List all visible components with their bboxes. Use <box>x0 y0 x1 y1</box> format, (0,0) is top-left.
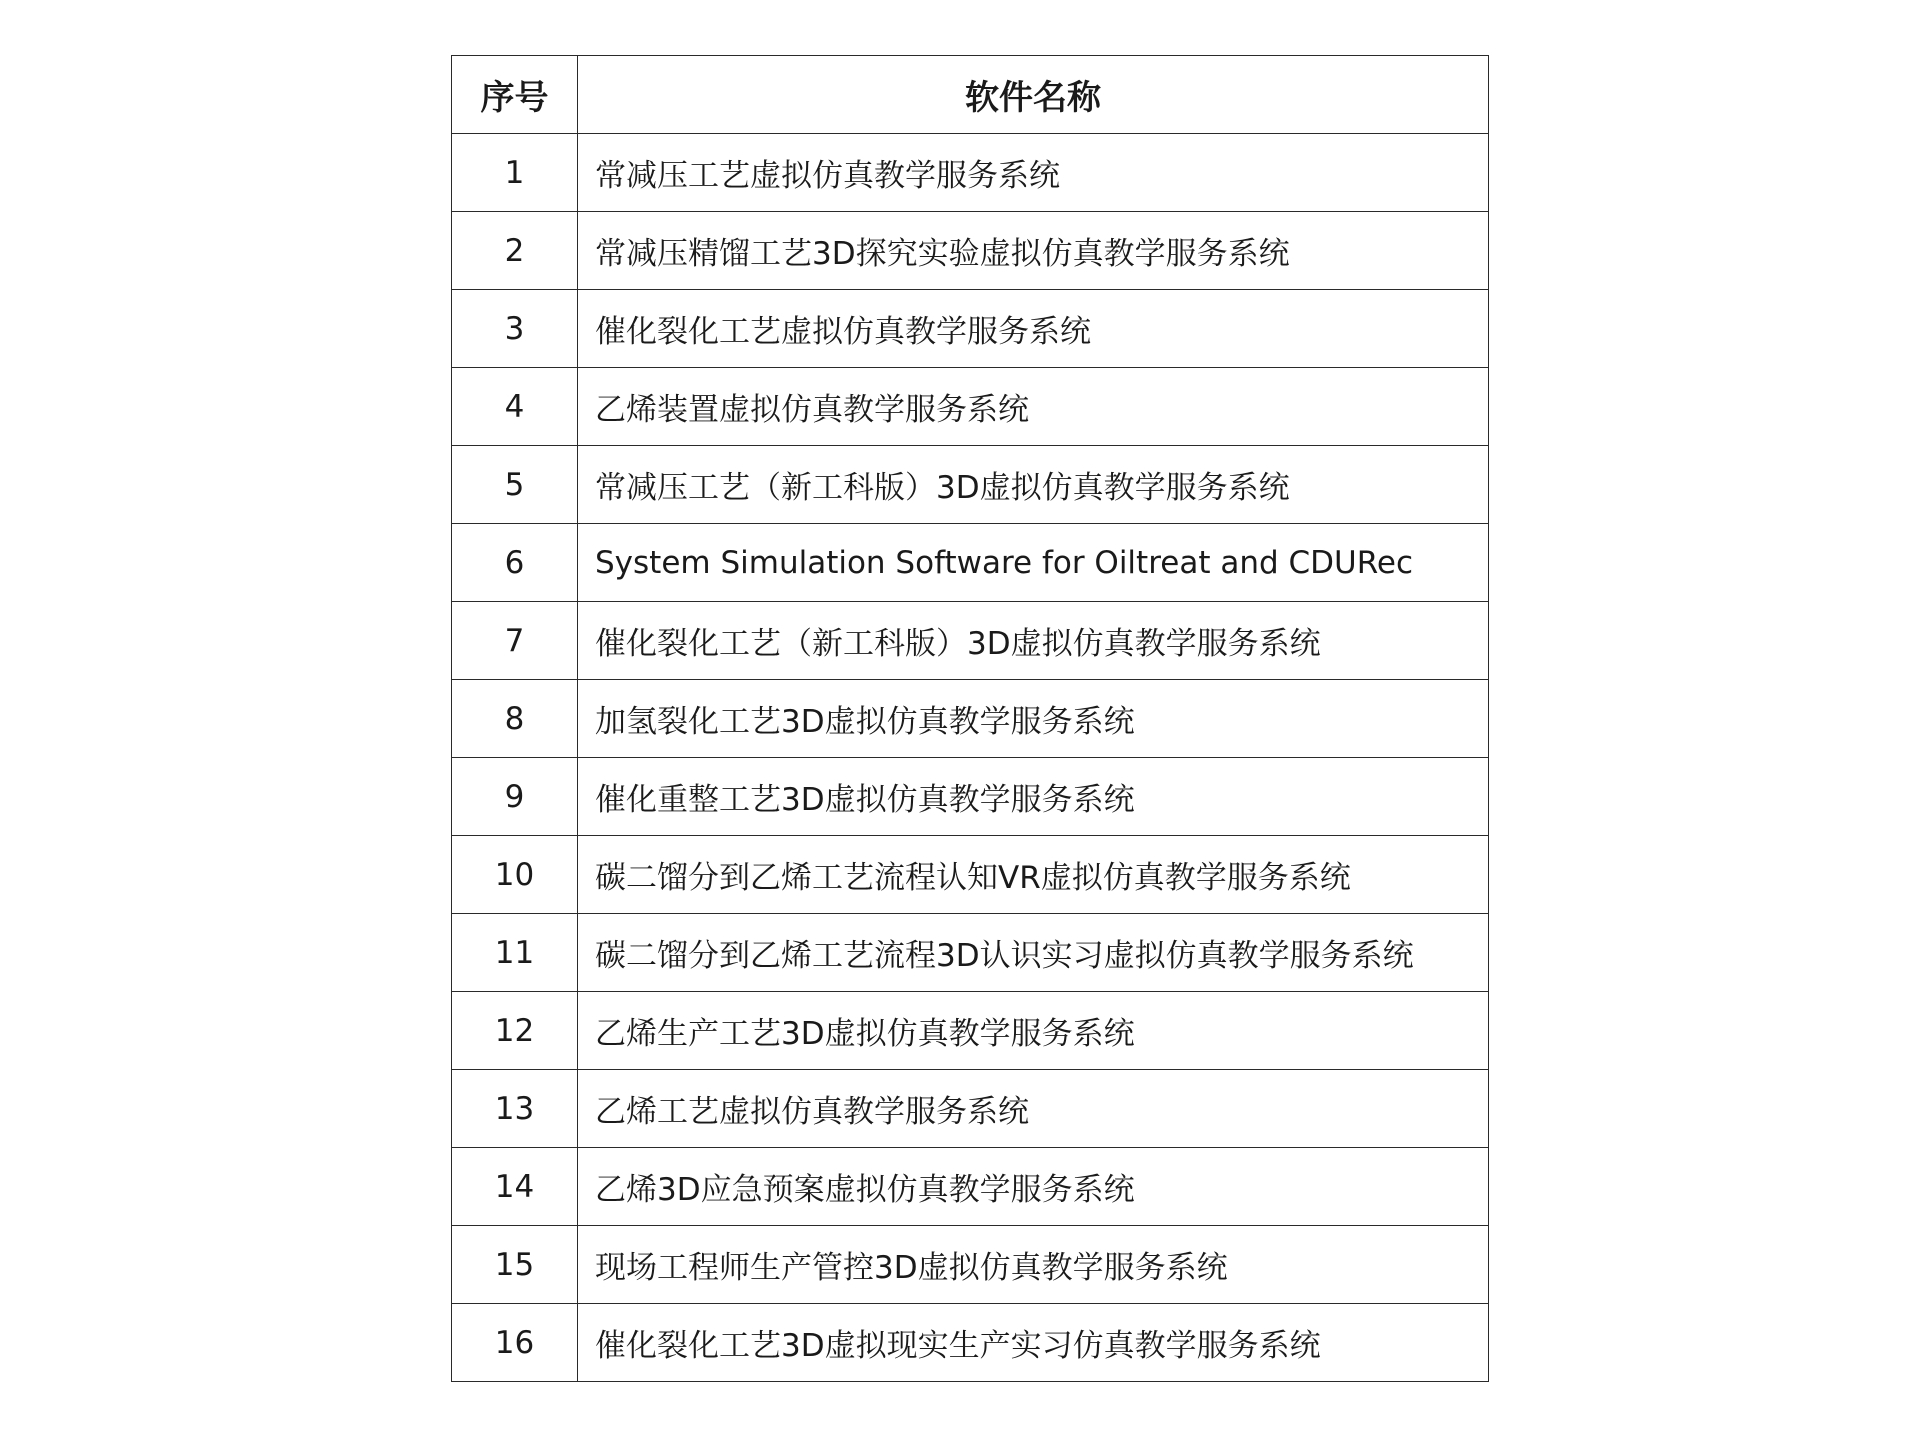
row-software-name: 乙烯生产工艺3D虚拟仿真教学服务系统 <box>578 992 1489 1070</box>
table-row <box>452 290 1489 368</box>
row-software-name: 乙烯工艺虚拟仿真教学服务系统 <box>578 1070 1489 1148</box>
table-body <box>452 134 1489 1382</box>
header-serial-number: 序号 <box>452 56 578 134</box>
row-serial-number: 2 <box>452 212 578 290</box>
row-software-name: 乙烯装置虚拟仿真教学服务系统 <box>578 368 1489 446</box>
row-software-name: 常减压工艺虚拟仿真教学服务系统 <box>578 134 1489 212</box>
row-serial-number: 7 <box>452 602 578 680</box>
row-serial-number: 1 <box>452 134 578 212</box>
table-row <box>452 524 1489 602</box>
row-serial-number: 14 <box>452 1148 578 1226</box>
row-software-name: 乙烯3D应急预案虚拟仿真教学服务系统 <box>578 1148 1489 1226</box>
row-software-name: 碳二馏分到乙烯工艺流程认知VR虚拟仿真教学服务系统 <box>578 836 1489 914</box>
row-software-name: 现场工程师生产管控3D虚拟仿真教学服务系统 <box>578 1226 1489 1304</box>
table-row <box>452 1148 1489 1226</box>
row-software-name: System Simulation Software for Oiltreat and CDURec <box>578 524 1489 602</box>
row-software-name: 催化裂化工艺虚拟仿真教学服务系统 <box>578 290 1489 368</box>
header-software-name: 软件名称 <box>578 56 1489 134</box>
row-serial-number: 16 <box>452 1304 578 1382</box>
table-row <box>452 680 1489 758</box>
row-software-name: 催化重整工艺3D虚拟仿真教学服务系统 <box>578 758 1489 836</box>
table-row <box>452 212 1489 290</box>
row-serial-number: 8 <box>452 680 578 758</box>
row-serial-number: 6 <box>452 524 578 602</box>
table-row <box>452 602 1489 680</box>
software-table <box>451 55 1489 1382</box>
row-software-name: 加氢裂化工艺3D虚拟仿真教学服务系统 <box>578 680 1489 758</box>
table-row <box>452 368 1489 446</box>
row-serial-number: 12 <box>452 992 578 1070</box>
row-serial-number: 13 <box>452 1070 578 1148</box>
table-row <box>452 446 1489 524</box>
row-software-name: 催化裂化工艺3D虚拟现实生产实习仿真教学服务系统 <box>578 1304 1489 1382</box>
software-table-container <box>451 55 1488 1382</box>
row-software-name: 常减压工艺（新工科版）3D虚拟仿真教学服务系统 <box>578 446 1489 524</box>
table-row <box>452 1070 1489 1148</box>
table-row <box>452 914 1489 992</box>
table-row <box>452 1304 1489 1382</box>
row-serial-number: 9 <box>452 758 578 836</box>
row-serial-number: 4 <box>452 368 578 446</box>
row-serial-number: 3 <box>452 290 578 368</box>
table-row <box>452 1226 1489 1304</box>
row-serial-number: 5 <box>452 446 578 524</box>
row-serial-number: 10 <box>452 836 578 914</box>
row-serial-number: 15 <box>452 1226 578 1304</box>
table-header-row <box>452 56 1489 134</box>
row-serial-number: 11 <box>452 914 578 992</box>
row-software-name: 碳二馏分到乙烯工艺流程3D认识实习虚拟仿真教学服务系统 <box>578 914 1489 992</box>
row-software-name: 催化裂化工艺（新工科版）3D虚拟仿真教学服务系统 <box>578 602 1489 680</box>
table-row <box>452 758 1489 836</box>
table-row <box>452 992 1489 1070</box>
table-row <box>452 134 1489 212</box>
row-software-name: 常减压精馏工艺3D探究实验虚拟仿真教学服务系统 <box>578 212 1489 290</box>
table-row <box>452 836 1489 914</box>
